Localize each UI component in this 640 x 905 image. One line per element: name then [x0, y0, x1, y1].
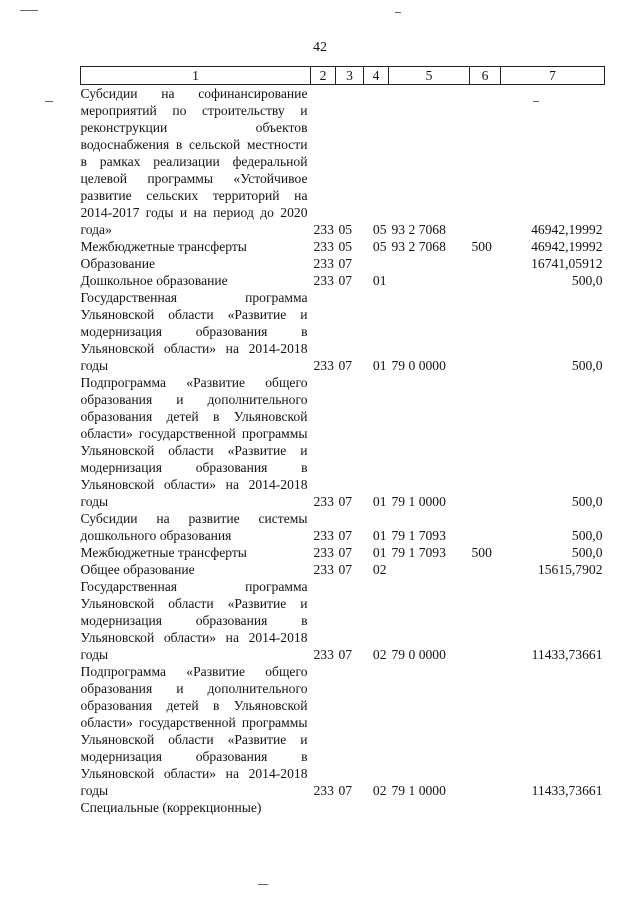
row-rz-cell: 07: [338, 562, 353, 577]
row-csr-cell: [389, 799, 470, 816]
row-csr-cell: 79 0 0000: [391, 358, 446, 373]
row-name-cell: Подпрограмма «Развитие общего образования и дополнительного образования детей в Ульяновской области» государственной программы Ульяновской области «Развитие и модернизация образования в Ульяновской области» на 2014-2018 годы: [80, 664, 308, 798]
row-rz-cell: 07: [338, 273, 353, 288]
table-body: [81, 85, 605, 817]
row-sum-cell: 15615,7902: [537, 562, 603, 577]
row-gr-cell: 233: [313, 273, 334, 288]
row-name-cell: Субсидии на софинансирование мероприятий по строительству и реконструкции объектов водоснабжения в сельской местности в рамках реализации федеральной целевой программы «Устойчивое развитие сельских территорий на 2014-2017 годы и на период до 2020 года»: [80, 86, 308, 237]
header-col-7: 7: [501, 67, 605, 85]
table-row: [81, 544, 605, 561]
row-csr-cell: 79 0 0000: [391, 647, 446, 662]
row-rz-cell: 07: [338, 358, 353, 373]
row-gr-cell: 233: [313, 647, 334, 662]
table-row: [81, 374, 605, 510]
row-vr-cell: [470, 272, 501, 289]
row-rz-cell: 07: [338, 494, 353, 509]
row-gr-cell: 233: [313, 358, 334, 373]
row-sum-cell: 500,0: [571, 358, 603, 373]
row-gr-cell: 233: [313, 494, 334, 509]
row-vr-cell: [470, 289, 501, 374]
row-csr-cell: 79 1 0000: [391, 494, 446, 509]
row-csr-cell: 79 1 7093: [391, 528, 446, 543]
row-rz-cell: 07: [338, 256, 353, 271]
table-row: [81, 561, 605, 578]
row-vr-cell: [470, 663, 501, 799]
row-pr-cell: 05: [372, 239, 387, 254]
row-csr-cell: 79 1 0000: [391, 783, 446, 798]
row-csr-cell: 93 2 7068: [391, 222, 446, 237]
table-row: [81, 85, 605, 239]
row-vr-cell: [470, 374, 501, 510]
row-gr-cell: 233: [313, 528, 334, 543]
row-name-cell: Межбюджетные трансферты: [80, 239, 247, 254]
row-csr-cell: [389, 561, 470, 578]
table-row: [81, 663, 605, 799]
row-pr-cell: 01: [372, 273, 387, 288]
row-name-cell: Дошкольное образование: [80, 273, 228, 288]
row-vr-cell: [470, 85, 501, 239]
header-col-1: 1: [81, 67, 311, 85]
row-pr-cell: 01: [372, 358, 387, 373]
row-vr-cell: [470, 578, 501, 663]
row-csr-cell: 79 1 7093: [391, 545, 446, 560]
row-name-cell: Государственная программа Ульяновской области «Развитие и модернизация образования в Ульяновской области» на 2014-2018 годы: [80, 290, 308, 373]
scan-speck: [395, 12, 401, 13]
row-sum-cell: 500,0: [571, 528, 603, 543]
scan-speck: [533, 101, 539, 102]
row-rz-cell: 05: [338, 222, 353, 237]
row-vr-cell: 500: [471, 545, 492, 560]
row-vr-cell: 500: [471, 239, 492, 254]
table-row: [81, 255, 605, 272]
row-vr-cell: [470, 561, 501, 578]
table-row: [81, 289, 605, 374]
header-row: [81, 67, 605, 85]
row-sum-cell: 11433,73661: [531, 647, 603, 662]
scan-speck: [20, 10, 38, 11]
row-pr-cell: 05: [372, 222, 387, 237]
table-row: [81, 510, 605, 544]
header-col-2: 2: [311, 67, 336, 85]
row-pr-cell: [364, 255, 389, 272]
row-name-cell: Подпрограмма «Развитие общего образования и дополнительного образования детей в Ульяновской области» государственной программы Ульяновской области «Развитие и модернизация образования в Ульяновской области» на 2014-2018 годы: [80, 375, 308, 509]
row-rz-cell: 07: [338, 545, 353, 560]
row-pr-cell: [364, 799, 389, 816]
row-name-cell: Образование: [80, 256, 156, 271]
row-sum-cell: 46942,19992: [531, 239, 603, 254]
row-rz-cell: 05: [338, 239, 353, 254]
header-col-6: 6: [470, 67, 501, 85]
row-rz-cell: 07: [338, 647, 353, 662]
table-header: [81, 67, 605, 85]
budget-table: [80, 66, 605, 816]
row-pr-cell: 02: [372, 647, 387, 662]
row-pr-cell: 01: [372, 528, 387, 543]
row-name-cell: Специальные (коррекционные): [80, 800, 262, 815]
row-name-cell: Государственная программа Ульяновской области «Развитие и модернизация образования в Ульяновской области» на 2014-2018 годы: [80, 579, 308, 662]
header-col-5: 5: [389, 67, 470, 85]
row-vr-cell: [470, 255, 501, 272]
row-pr-cell: 02: [372, 562, 387, 577]
row-gr-cell: 233: [313, 783, 334, 798]
scan-speck: [45, 101, 53, 102]
row-rz-cell: 07: [338, 783, 353, 798]
row-csr-cell: 93 2 7068: [391, 239, 446, 254]
row-rz-cell: 07: [338, 528, 353, 543]
row-sum-cell: 11433,73661: [531, 783, 603, 798]
header-col-3: 3: [336, 67, 364, 85]
row-sum-cell: 500,0: [571, 273, 603, 288]
row-vr-cell: [470, 510, 501, 544]
row-name-cell: Межбюджетные трансферты: [80, 545, 247, 560]
row-sum-cell: 500,0: [571, 494, 603, 509]
row-csr-cell: [389, 272, 470, 289]
row-gr-cell: [311, 799, 336, 816]
row-pr-cell: 02: [372, 783, 387, 798]
row-gr-cell: 233: [313, 222, 334, 237]
row-sum-cell: 500,0: [571, 545, 603, 560]
row-gr-cell: 233: [313, 545, 334, 560]
row-rz-cell: [336, 799, 364, 816]
page-number: 42: [313, 40, 327, 55]
row-gr-cell: 233: [313, 256, 334, 271]
row-sum-cell: 46942,19992: [531, 222, 603, 237]
row-name-cell: Общее образование: [80, 562, 195, 577]
row-vr-cell: [470, 799, 501, 816]
table-row: [81, 272, 605, 289]
row-pr-cell: 01: [372, 494, 387, 509]
table-row: [81, 238, 605, 255]
scan-speck: [258, 884, 268, 885]
row-name-cell: Субсидии на развитие системы дошкольного образования: [80, 511, 308, 543]
row-gr-cell: 233: [313, 562, 334, 577]
table-row: [81, 799, 605, 816]
row-gr-cell: 233: [313, 239, 334, 254]
row-csr-cell: [389, 255, 470, 272]
row-pr-cell: 01: [372, 545, 387, 560]
header-col-4: 4: [364, 67, 389, 85]
table-row: [81, 578, 605, 663]
row-sum-cell: [501, 799, 605, 816]
row-sum-cell: 16741,05912: [531, 256, 603, 271]
